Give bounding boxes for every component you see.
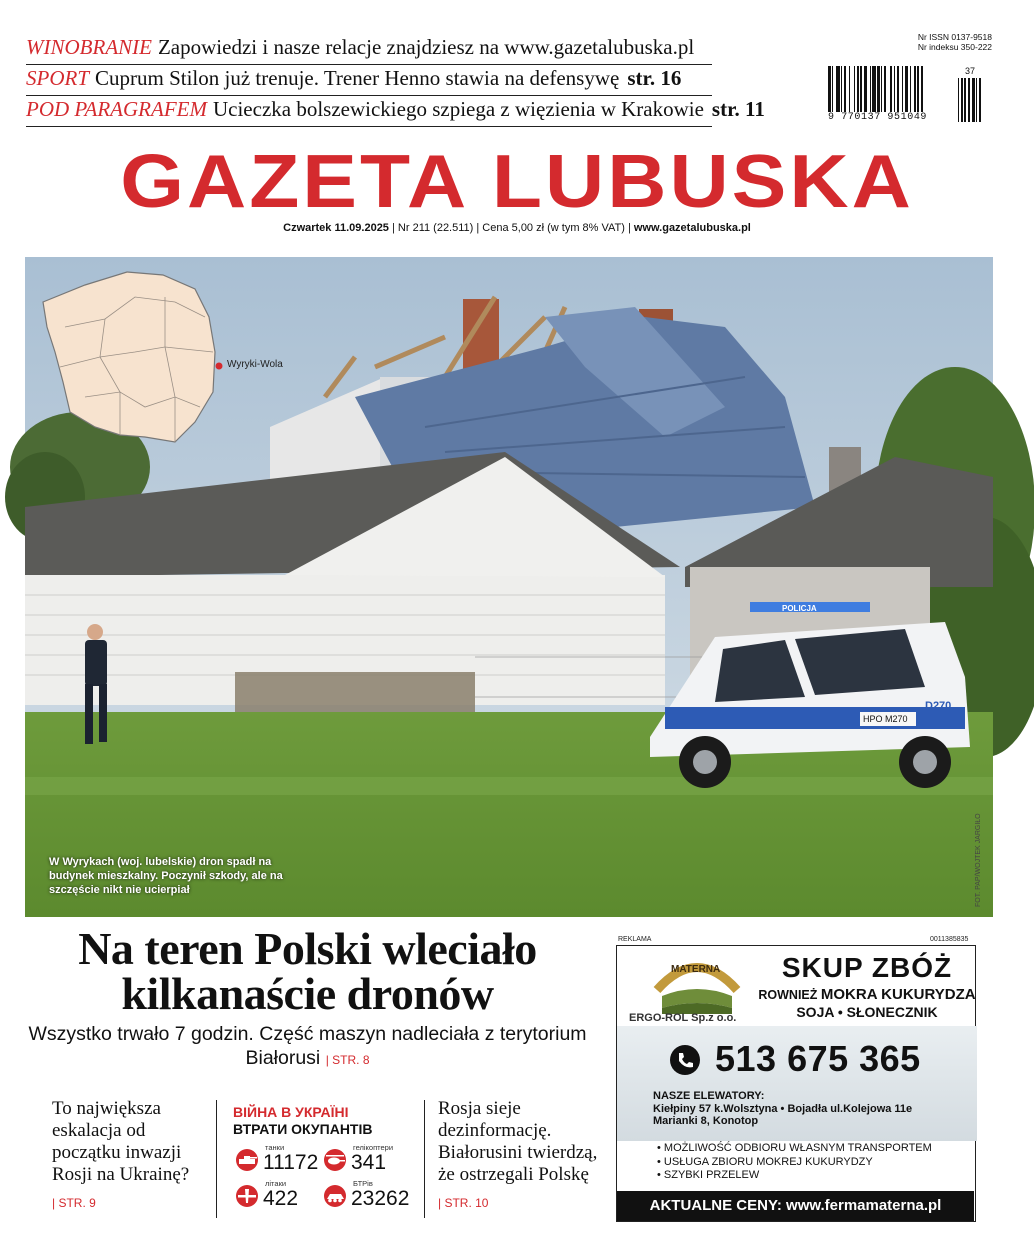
ad-tag: REKLAMA [618, 936, 652, 943]
headline-line-1: Na teren Polski wleciało [78, 923, 537, 974]
teaser-kicker: POD PARAGRAFEM [26, 97, 207, 121]
ad-elevators [653, 1090, 912, 1128]
materna-logo-icon [647, 950, 747, 1016]
stat-value: 23262 [351, 1187, 410, 1210]
issue-info: | Nr 211 (22.511) | Cena 5,00 zł (w tym 8% VAT) | [388, 222, 634, 234]
stat-apc [321, 1179, 413, 1213]
tank-icon [233, 1149, 261, 1171]
column-page-ref: | STR. 10 [438, 1196, 489, 1210]
website-link[interactable]: www.gazetalubuska.pl [633, 222, 751, 234]
helicopter-icon [321, 1149, 349, 1171]
teaser-sport[interactable] [26, 65, 712, 96]
issue-date: Czwartek 11.09.2025 [283, 222, 389, 234]
lead-photo[interactable] [25, 257, 993, 917]
ad-bullets [657, 1142, 932, 1183]
barcode-addon-bars [958, 78, 994, 122]
teaser-strip [26, 34, 765, 127]
stat-planes [233, 1179, 325, 1213]
police-sign: POLICJA [782, 604, 817, 613]
stat-tanks [233, 1143, 325, 1177]
ad-sub-main: MOKRA KUKURYDZA [820, 986, 976, 1003]
ad-id: 0011385835 [930, 936, 969, 943]
photo-caption: W Wyrykach (woj. lubelskie) dron spadł na budynek mieszkalny. Poczynił szkody, ale na szczęście nikt nie ucierpiał [49, 856, 283, 896]
ad-sub-prefix: ROWNIEŻ [758, 988, 818, 1002]
stat-value: 341 [351, 1151, 387, 1174]
stat-label: гелікоптери [353, 1143, 394, 1152]
photo-car-text [25, 257, 993, 917]
column-divider [424, 1100, 425, 1218]
ad-subheadline [757, 986, 977, 1003]
advertisement-grain-purchase[interactable] [616, 945, 976, 1222]
teaser-text: Cuprum Stilon już trenuje. Trener Henno stawia na defensywę [95, 66, 620, 90]
elevators-title: NASZE ELEWATORY: [653, 1090, 765, 1102]
masthead-logo[interactable]: GAZETA LUBUSKA [120, 139, 914, 224]
teaser-pod-paragrafem[interactable] [26, 96, 765, 127]
teaser-text: Ucieczka bolszewickiego szpiega z więzienia w Krakowie [212, 97, 704, 121]
elevators-line-1: Kiełpiny 57 k.Wolsztyna • Bojadła ul.Kolejowa 11e [653, 1102, 913, 1115]
photo-credit: FOT. PAP/WOJTEK JARGIŁO [975, 813, 982, 907]
stat-label: БТРів [353, 1179, 373, 1188]
ad-sub-crops: SOJA • SŁONECZNIK [796, 1004, 938, 1020]
column-page-ref: | STR. 9 [52, 1196, 96, 1210]
headline-line-2: kilkanaście dronów [121, 968, 494, 1019]
plane-icon [233, 1185, 261, 1207]
issn-block [918, 32, 992, 52]
ad-company-name: ERGO-ROL Sp.z o.o. [629, 1012, 737, 1024]
war-subtitle: ВТРАТИ ОКУПАНТІВ [233, 1121, 373, 1137]
apc-icon [321, 1185, 349, 1207]
teaser-text: Zapowiedzi i nasze relacje znajdziesz na www.gazetalubuska.pl [157, 35, 695, 59]
deck-page-ref[interactable]: | STR. 8 [325, 1053, 370, 1067]
map-label-wyryki-wola: Wyryki-Wola [227, 359, 283, 370]
license-plate: HPO M270 [863, 714, 908, 724]
war-stats [233, 1143, 415, 1213]
phone-icon [669, 1044, 701, 1076]
stat-value: 422 [263, 1187, 299, 1210]
index-number: Nr indeksu 350-222 [917, 42, 992, 52]
teaser-kicker: SPORT [26, 66, 89, 90]
column-text: To największa eskalacja od początku inwazji Rosji na Ukrainę? [52, 1098, 190, 1185]
barcode-digits: 9 770137 951049 [828, 112, 928, 123]
barcode-addon: 37 [965, 66, 976, 76]
barcode [828, 66, 996, 124]
teaser-kicker: WINOBRANIE [26, 35, 152, 59]
issn-number: Nr ISSN 0137-9518 [917, 32, 992, 42]
ad-bullet: • USŁUGA ZBIORU MOKREJ KUKURYDZY [657, 1155, 873, 1168]
ad-bullet: • MOŻLIWOŚĆ ODBIORU WŁASNYM TRANSPORTEM [657, 1142, 932, 1154]
column-text: Rosja sieje dezinformację. Białorusini twierdzą, że ostrzegali Polskę [438, 1098, 598, 1185]
stat-helicopters [321, 1143, 413, 1177]
stat-label: літаки [265, 1179, 287, 1188]
logo-text: MATERNA [671, 964, 721, 975]
teaser-page: str. 16 [627, 66, 682, 90]
stat-label: танки [265, 1143, 285, 1152]
war-losses-box [233, 1104, 415, 1213]
elevators-line-2: Marianki 8, Konotop [653, 1115, 759, 1127]
column-divider [216, 1100, 217, 1218]
ad-footer-link[interactable]: AKTUALNE CENY: www.fermamaterna.pl [617, 1191, 974, 1221]
war-title: ВІЙНА В УКРАЇНІ [233, 1104, 349, 1120]
headline-deck [20, 1022, 595, 1072]
ad-headline: SKUP ZBÓŻ [781, 952, 953, 983]
ad-bullet: • SZYBKI PRZELEW [657, 1169, 760, 1181]
teaser-column-disinformation[interactable] [438, 1098, 598, 1214]
deck-text: Wszystko trwało 7 godzin. Część maszyn nadleciała z terytorium Białorusi [28, 1023, 587, 1069]
teaser-winobranie[interactable] [26, 34, 712, 65]
dateline [0, 222, 1034, 234]
car-number: D270 [925, 700, 952, 712]
main-headline[interactable] [20, 923, 595, 1019]
teaser-page: str. 11 [711, 97, 765, 121]
teaser-column-escalation[interactable] [52, 1098, 202, 1214]
stat-value: 11172 [263, 1151, 319, 1174]
barcode-bars [828, 66, 952, 112]
ad-phone-number[interactable]: 513 675 365 [715, 1038, 921, 1079]
